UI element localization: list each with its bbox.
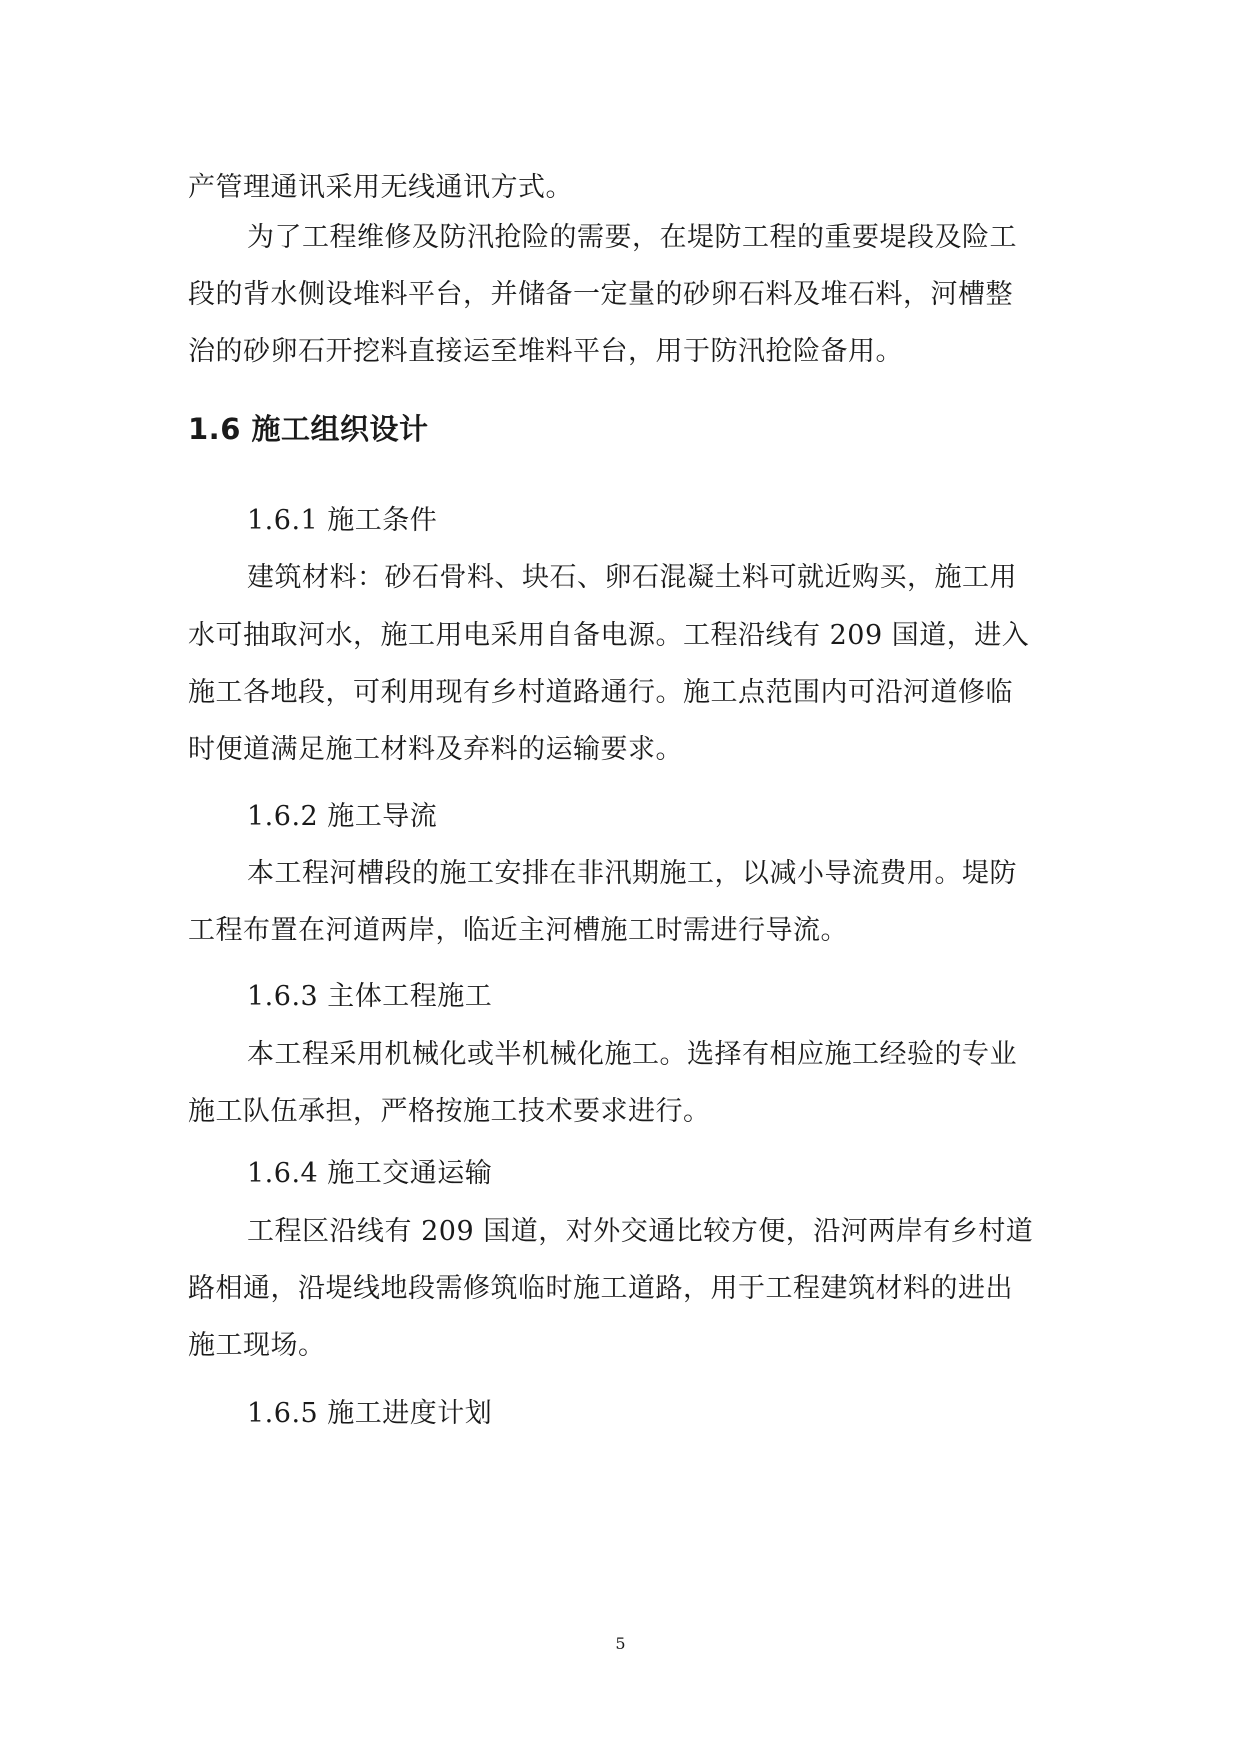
subsection-title: 1.6.1 施工条件 — [247, 505, 438, 536]
subsection-title: 1.6.2 施工导流 — [247, 801, 438, 832]
body-text-line: 路相通，沿堤线地段需修筑临时施工道路，用于工程建筑材料的进出 — [188, 1273, 1013, 1304]
section-heading: 1.6 施工组织设计 — [188, 412, 429, 446]
subsection-title: 1.6.5 施工进度计划 — [247, 1398, 493, 1429]
body-text-line: 工程布置在河道两岸，临近主河槽施工时需进行导流。 — [188, 915, 848, 946]
subsection-title: 1.6.3 主体工程施工 — [247, 981, 493, 1012]
body-text-line: 时便道满足施工材料及弃料的运输要求。 — [188, 734, 683, 765]
body-text-line: 工程区沿线有 209 国道，对外交通比较方便，沿河两岸有乡村道 — [247, 1216, 1034, 1247]
body-text-line: 为了工程维修及防汛抢险的需要，在堤防工程的重要堤段及险工 — [247, 222, 1017, 253]
body-text-line: 本工程河槽段的施工安排在非汛期施工，以减小导流费用。堤防 — [247, 858, 1017, 889]
body-text-line: 治的砂卵石开挖料直接运至堆料平台，用于防汛抢险备用。 — [188, 336, 903, 367]
subsection-title: 1.6.4 施工交通运输 — [247, 1158, 493, 1189]
body-text-line: 施工各地段，可利用现有乡村道路通行。施工点范围内可沿河道修临 — [188, 677, 1013, 708]
body-text-line: 施工现场。 — [188, 1330, 326, 1361]
body-text-line: 产管理通讯采用无线通讯方式。 — [188, 172, 573, 203]
body-text-line: 建筑材料：砂石骨料、块石、卵石混凝土料可就近购买，施工用 — [247, 562, 1017, 593]
body-text-line: 本工程采用机械化或半机械化施工。选择有相应施工经验的专业 — [247, 1039, 1017, 1070]
body-text-line: 施工队伍承担，严格按施工技术要求进行。 — [188, 1096, 711, 1127]
body-text-line: 水可抽取河水，施工用电采用自备电源。工程沿线有 209 国道，进入 — [188, 620, 1030, 651]
body-text-line: 段的背水侧设堆料平台，并储备一定量的砂卵石料及堆石料，河槽整 — [188, 279, 1013, 310]
page-number: 5 — [615, 1634, 626, 1653]
